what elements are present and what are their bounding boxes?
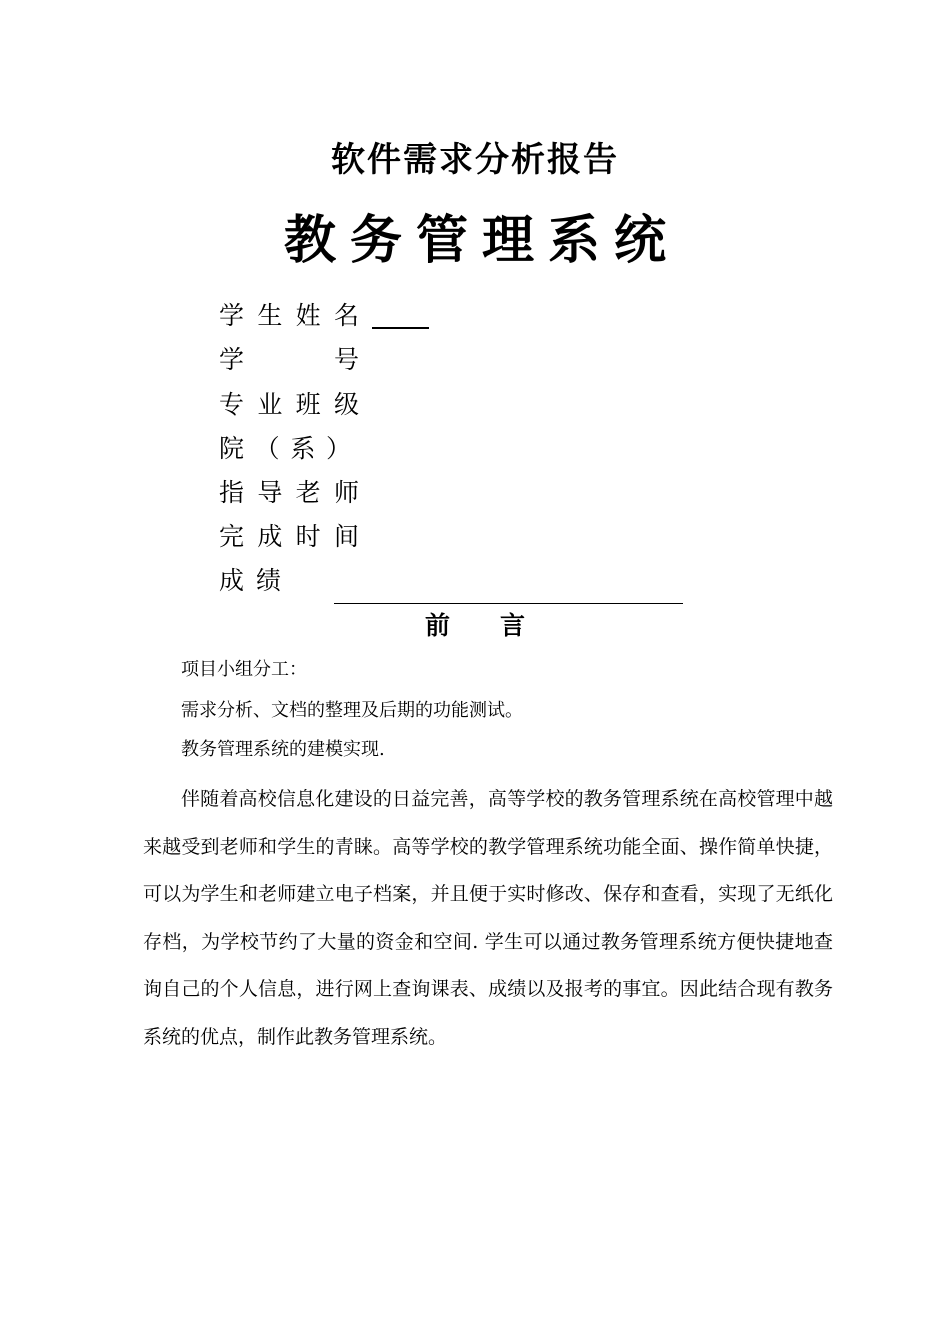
field-label: 院（系） (219, 434, 351, 463)
task-line-1: 需求分析、文档的整理及后期的功能测试。 (181, 700, 523, 721)
field-label: 学号 (219, 345, 359, 374)
preface-body-paragraph: 伴随着高校信息化建设的日益完善，高等学校的教务管理系统在高校管理中越来越受到老师和学生的青睐。高等学校的教学管理系统功能全面、操作简单快捷，可以为学生和老师建立电子档案，并且便于实时修改、保存和查看，实现了无纸化存档，为学校节约了大量的资金和空间. 学生可以通过教务管理系统方便快捷地查询自己的个人信息，进行网上查询课表、成绩以及报考的事宜。因此结合现有教务系统的优点，制作此教务管理系统。 (143, 788, 833, 1048)
team-division-line: 项目小组分工： (181, 659, 307, 680)
field-label: 指导老师 (219, 478, 359, 507)
system-name-heading: 教务管理系统 (283, 210, 680, 271)
field-label: 专业班级 (219, 390, 359, 419)
field-label: 完成时间 (219, 522, 359, 551)
field-student-id (219, 344, 359, 376)
document-title: 软件需求分析报告 (331, 140, 619, 180)
score-underline (334, 602, 683, 604)
field-score (219, 565, 281, 597)
field-label: 成绩 (219, 566, 281, 595)
task-line-2: 教务管理系统的建模实现. (181, 739, 385, 760)
field-label: 学生姓名 (219, 301, 359, 330)
field-department (219, 433, 351, 465)
preface-heading-text: 前言 (425, 611, 525, 640)
student-name-blank-line (372, 326, 429, 329)
field-completion-time (219, 521, 359, 553)
field-major-class (219, 389, 359, 421)
field-advisor (219, 477, 359, 509)
preface-heading (0, 609, 950, 643)
field-student-name (219, 300, 359, 332)
